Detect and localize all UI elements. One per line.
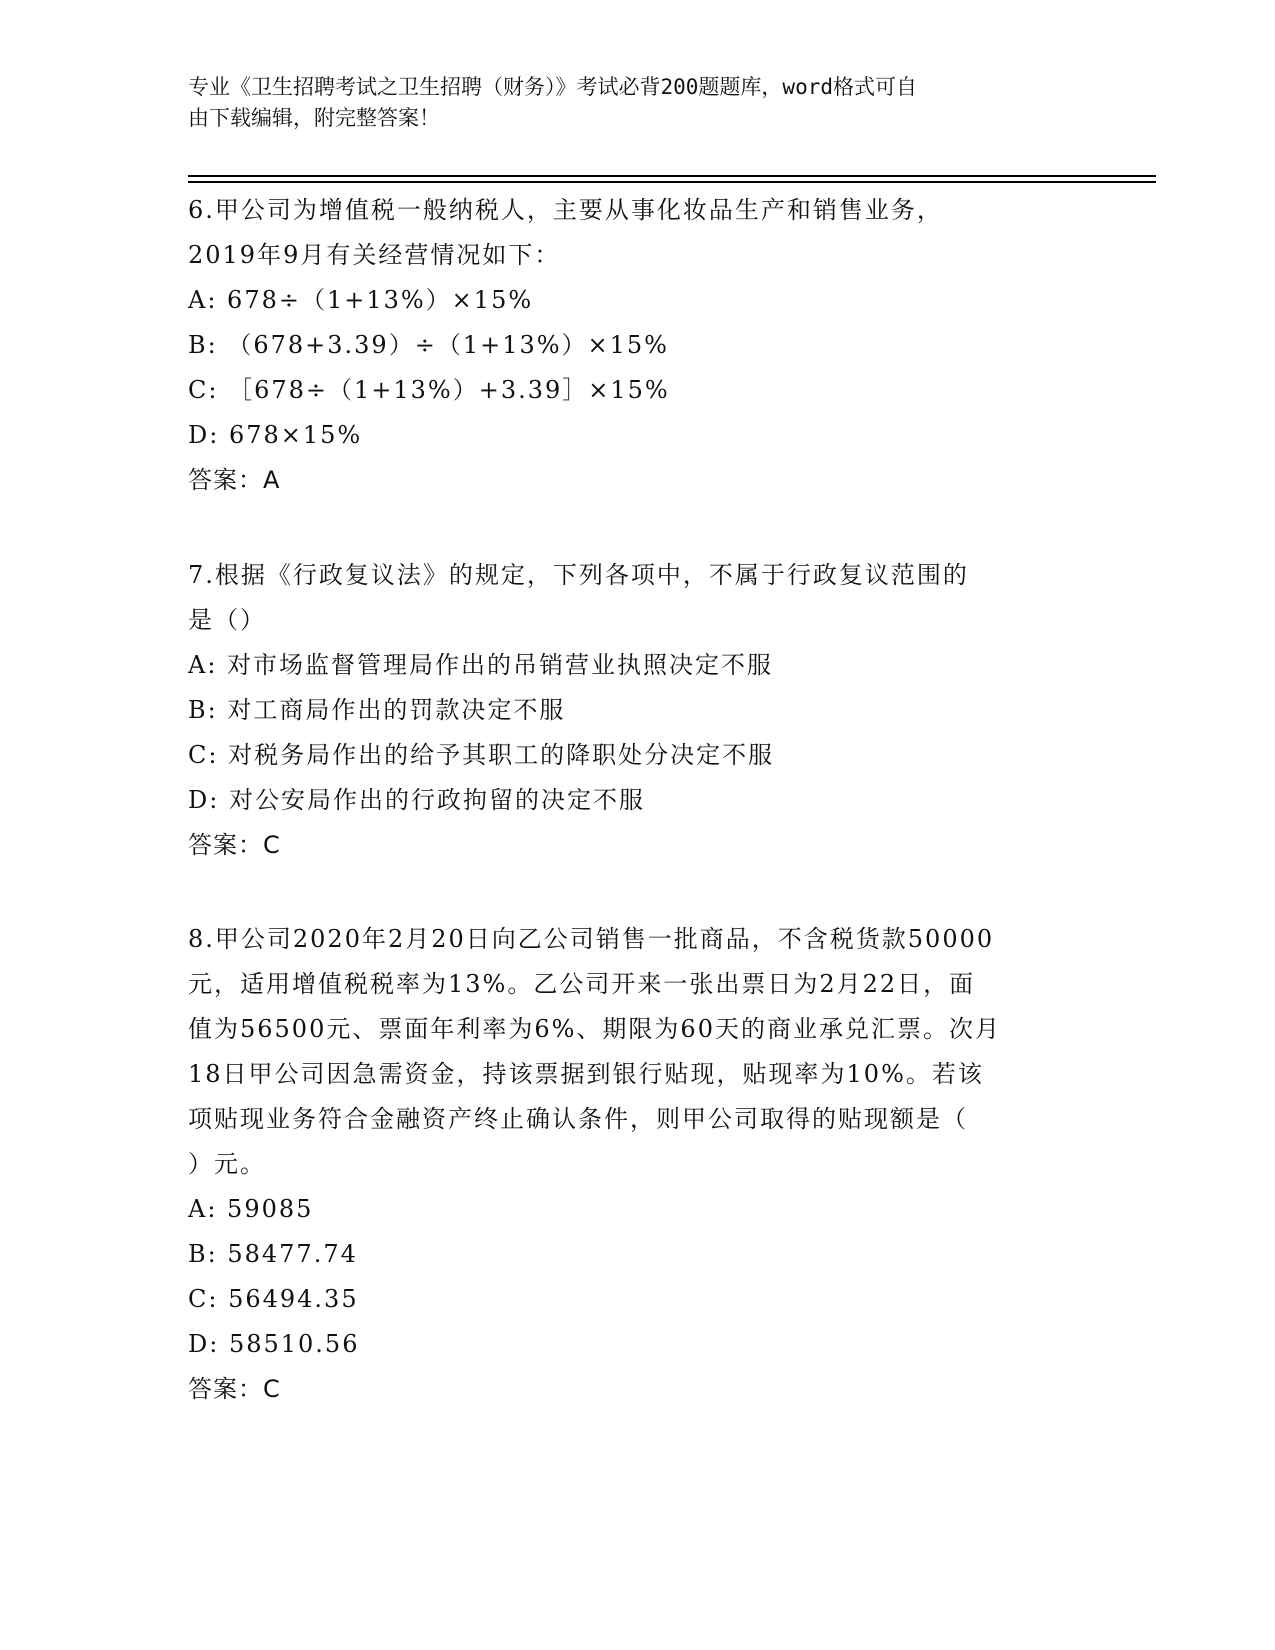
question-stem: 6.甲公司为增值税一般纳税人，主要从事化妆品生产和销售业务， (188, 196, 943, 224)
question-block (188, 917, 1088, 1412)
header-line: 专业《卫生招聘考试之卫生招聘（财务）》考试必背200题题库，word格式可自 (188, 75, 917, 99)
option-a: A: 对市场监督管理局作出的吊销营业执照决定不服 (188, 651, 774, 679)
document-header (188, 72, 1068, 134)
question-stem: 是（） (188, 606, 266, 634)
option-b: B: （678+3.39）÷（1+13%）×15% (188, 331, 669, 359)
question-block (188, 553, 1088, 868)
option-d: D: 58510.56 (188, 1330, 360, 1358)
option-c: C: 56494.35 (188, 1285, 359, 1313)
question-block (188, 188, 1088, 503)
question-stem: 7.根据《行政复议法》的规定，下列各项中，不属于行政复议范围的 (188, 561, 969, 589)
question-stem: 元，适用增值税税率为13%。乙公司开来一张出票日为2月22日，面 (188, 970, 976, 998)
option-d: D: 对公安局作出的行政拘留的决定不服 (188, 786, 645, 814)
option-d: D: 678×15% (188, 421, 363, 449)
header-line: 由下载编辑，附完整答案！ (188, 106, 440, 130)
question-stem: 2019年9月有关经营情况如下： (188, 241, 561, 269)
option-a: A: 59085 (188, 1195, 314, 1223)
question-stem: ）元。 (188, 1150, 266, 1178)
header-divider (188, 175, 1156, 177)
option-b: B: 58477.74 (188, 1240, 358, 1268)
question-stem: 18日甲公司因急需资金，持该票据到银行贴现，贴现率为10%。若该 (188, 1060, 984, 1088)
question-stem: 项贴现业务符合金融资产终止确认条件，则甲公司取得的贴现额是（ (188, 1105, 968, 1133)
question-stem: 值为56500元、票面年利率为6%、期限为60天的商业承兑汇票。次月 (188, 1015, 1001, 1043)
option-b: B: 对工商局作出的罚款决定不服 (188, 696, 566, 724)
option-c: C: 对税务局作出的给予其职工的降职处分决定不服 (188, 741, 775, 769)
answer: 答案：C (188, 831, 281, 859)
header-divider (188, 181, 1156, 183)
answer: 答案：A (188, 466, 281, 494)
option-a: A: 678÷（1+13%）×15% (188, 286, 534, 314)
question-stem: 8.甲公司2020年2月20日向乙公司销售一批商品，不含税货款50000 (188, 925, 995, 953)
option-c: C: ［678÷（1+13%）+3.39］×15% (188, 376, 670, 404)
answer: 答案：C (188, 1375, 281, 1403)
